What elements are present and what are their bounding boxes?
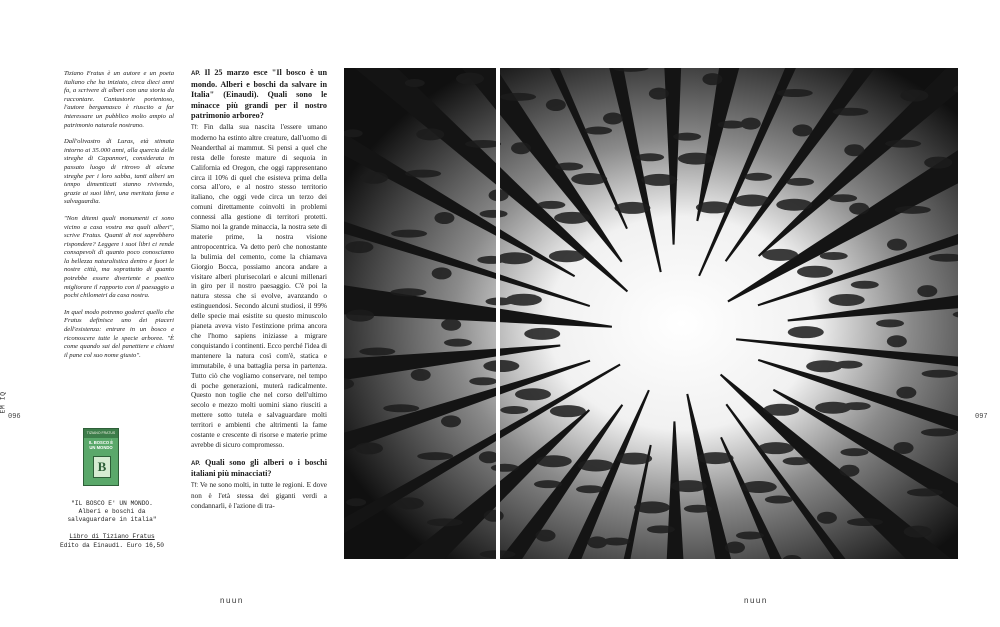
page-gutter	[496, 68, 500, 559]
foliage-cluster	[844, 144, 864, 156]
foliage-cluster	[549, 250, 585, 262]
foliage-cluster	[777, 89, 813, 97]
foliage-cluster	[416, 128, 444, 140]
foliage-cluster	[391, 230, 427, 238]
foliage-cluster	[734, 195, 770, 207]
foliage-cluster	[500, 93, 536, 101]
runner-label: EM IQ	[0, 391, 7, 414]
foliage-cluster	[497, 252, 533, 264]
foliage-cluster	[894, 442, 914, 454]
foliage-cluster	[907, 488, 943, 496]
answer-tag: Tf:	[191, 124, 198, 131]
intro-paragraph: Dall'olivastro di Luras, età stimata intorno ai 35.000 anni, alla quercia delle streghe di Capannori, considerata in passato luogo di ritrovo di alcune streghe per i loro sabba, tanti alberi un tempo dimenticati stanno rivivendo, grazie ai suoi libri, una meritata fama e salvaguardia.	[64, 138, 174, 206]
foliage-cluster	[698, 452, 734, 464]
foliage-cluster	[511, 142, 531, 154]
foliage-cluster	[345, 241, 373, 253]
foliage-cluster	[480, 210, 508, 218]
forest-canopy-photo	[344, 68, 958, 559]
foliage-cluster	[536, 530, 556, 542]
foliage-cluster	[383, 404, 419, 412]
foliage-cluster	[484, 510, 504, 522]
cover-title: IL BOSCO È UN MONDO	[88, 440, 114, 450]
foliage-cluster	[441, 415, 461, 427]
foliage-cluster	[432, 267, 452, 279]
foliage-cluster	[554, 212, 590, 224]
foliage-cluster	[887, 335, 907, 347]
foliage-cluster	[469, 377, 497, 385]
foliage-cluster	[832, 108, 868, 116]
intro-paragraph: "Non ditemi quali monumenti ci sono vicino a casa vostra ma quali alberi", scrive Fratus. Quanti di noi saprebbero rispondere? Leggere i suoi libri ci rende consapevoli di quanto poco conosciamo la bellezza naturalistica dentro e fuori le nostre città, ma soprattutto di quanto potrebbe essere divertente e poetico migliorare il rapporto con il paesaggio a pochi chilometri da casa nostra.	[64, 214, 174, 300]
foliage-cluster	[849, 203, 869, 215]
page-runner	[2, 385, 18, 435]
question	[191, 68, 327, 122]
foliage-cluster	[815, 402, 851, 414]
foliage-cluster	[360, 172, 388, 184]
foliage-cluster	[904, 526, 932, 538]
foliage-cluster	[671, 480, 707, 492]
book-caption	[57, 500, 167, 524]
foliage-cluster	[417, 452, 453, 460]
foliage-cluster	[355, 442, 383, 454]
foliage-cluster	[456, 73, 484, 85]
foliage-cluster	[702, 73, 722, 85]
foliage-cluster	[725, 542, 745, 554]
foliage-cluster	[524, 328, 560, 340]
question	[191, 458, 327, 480]
question-text: Quali sono gli alberi o i boschi italiani più minacciati?	[191, 457, 328, 479]
foliage-cluster	[537, 201, 565, 209]
foliage-cluster	[887, 239, 907, 251]
foliage-cluster	[396, 497, 424, 509]
foliage-cluster	[786, 178, 814, 186]
question-text: Il 25 marzo esce "Il bosco è un mondo. Alberi e boschi da salvare in Italia" (Einaudi). Quali sono le minacce più grandi per il nostro patrimonio arboreo?	[191, 68, 328, 121]
foliage-cluster	[783, 457, 811, 465]
foliage-cluster	[603, 112, 623, 124]
foliage-cluster	[678, 153, 714, 165]
foliage-cluster	[411, 369, 431, 381]
foliage-cluster	[741, 118, 761, 130]
foliage-cluster	[762, 249, 798, 261]
answer-tag: Tf:	[191, 483, 198, 490]
page-number-right: 097	[975, 413, 988, 421]
foliage-cluster	[641, 174, 677, 186]
cover-author: TIZIANO FRATUS	[84, 429, 118, 438]
answer	[191, 481, 327, 512]
foliage-cluster	[534, 480, 562, 488]
forest-canopy-illustration	[344, 68, 958, 559]
foliage-cluster	[434, 212, 454, 224]
foliage-cluster	[896, 387, 916, 399]
cover-emblem: B	[93, 456, 111, 478]
foliage-cluster	[427, 518, 463, 526]
foliage-cluster	[829, 194, 857, 202]
foliage-cluster	[900, 90, 928, 102]
foliage-cluster	[788, 326, 824, 338]
foliage-cluster	[924, 157, 952, 169]
foliage-cluster	[515, 388, 551, 400]
foliage-cluster	[636, 153, 664, 161]
answer	[191, 123, 327, 451]
foliage-cluster	[917, 285, 937, 297]
foliage-cluster	[483, 360, 519, 372]
caption-subtitle: Alberi e boschi da salvaguardare in italia"	[67, 508, 157, 523]
intro-paragraph: In quel modo potremo goderci quello che Fratus definisce uno dei piaceri dell'esistenza: entrare in un bosco e riconoscere tutte le specie arboree. "È come quando sai del panettiere e chiami il pane col suo nome giusto".	[64, 308, 174, 359]
foliage-cluster	[763, 404, 799, 416]
page-number-left: 096	[8, 413, 21, 421]
foliage-cluster	[500, 406, 528, 414]
foliage-cluster	[673, 133, 701, 141]
foliage-cluster	[584, 127, 612, 135]
book-link[interactable]: Libro di Tiziano Fratus	[69, 533, 155, 540]
foliage-cluster	[876, 319, 904, 327]
book-credit	[57, 533, 167, 550]
foliage-cluster	[851, 281, 879, 289]
intro-paragraph: Tiziano Fratus è un autore e un poeta italiano che ha iniziato, circa dieci anni fa, a scrivere di alberi con una storia da raccontare. Cantastorie portentoso, l'autore bergamasco è riuscito a far interessare un pubblico molto ampio al patrimonio naturale nostrano.	[64, 70, 174, 129]
foliage-cluster	[444, 339, 472, 347]
foliage-cluster	[441, 319, 461, 331]
foliage-cluster	[820, 252, 848, 260]
question-tag: AP.	[191, 460, 201, 467]
foliage-cluster	[614, 202, 650, 214]
foliage-cluster	[885, 140, 921, 148]
foliage-cluster	[758, 442, 794, 454]
foliage-cluster	[405, 170, 441, 178]
foliage-cluster	[576, 485, 604, 493]
answer-text: Fin dalla sua nascita l'essere umano moderno ha estinto altre creature, dall'uomo di Neanderthal ai mammut. Si pensi a quel che resta delle foreste mature di sequoia in California ed Oregon, che oggi rappresentano circa il 10% di quel che esisteva prima della corsa all'oro, e al nostro stesso territorio italiano, che oggi vede circa un terzo dei comuni direttamente coinvolti in problemi connessi alla gestione di territori protetti. Siamo noi la grande minaccia, la nostra sete di materie prime, la nostra visione antropocentrica. Va detto però che nonostante la bulimia del cemento, come la chiamava Giorgio Bocca, possiamo ancora andare a visitare alberi plurisecolari e alcuni millenari in giro per il nostro paesaggio. C'è poi la natura stessa che si evolve, avanzando o estinguendosi. Secondo alcuni studiosi, il 99% delle specie mai esistite su questo minuscolo pianeta aveva visto l'estinzione prima ancora che l'homo sapiens iniziasse a migrare conquistando i continenti. Ecco perché l'idea di mantenere la natura così com'è, statica e immutabile, è una battaglia persa in partenza. Tutto ciò che vogliamo conservare, nel tempo di poche generazioni, muterà radicalmente. Questo non toglie che nel corso dell'ultimo secolo e mezzo molti uomini siano riusciti a mettere sotto tutela e salvaguardare molti territori e ambienti che altrimenti la fame costante e crescente di risorse e materie prime avrebbe di sicuro compromesso.	[191, 122, 328, 449]
interview-column	[191, 68, 327, 512]
foliage-cluster	[797, 266, 833, 278]
magazine-logo-right: nuun	[744, 596, 768, 605]
foliage-cluster	[741, 481, 777, 493]
foliage-cluster	[536, 455, 572, 467]
foliage-cluster	[839, 465, 859, 477]
foliage-cluster	[346, 498, 366, 506]
foliage-cluster	[806, 360, 842, 372]
foliage-cluster	[792, 124, 812, 136]
foliage-cluster	[546, 99, 566, 111]
foliage-cluster	[829, 294, 865, 306]
foliage-cluster	[634, 501, 670, 513]
foliage-cluster	[895, 206, 931, 214]
intro-column	[64, 70, 174, 368]
foliage-cluster	[776, 199, 812, 211]
book-cover-image	[83, 428, 119, 486]
caption-title: "IL BOSCO E' UN MONDO.	[71, 500, 153, 507]
foliage-cluster	[390, 288, 426, 296]
foliage-cluster	[616, 453, 652, 465]
foliage-cluster	[346, 310, 374, 322]
question-tag: AP.	[191, 71, 201, 77]
book-publisher: Edito da Einaudi. Euro 16,50	[60, 541, 164, 549]
foliage-cluster	[765, 496, 793, 504]
answer-text: Ve ne sono molti, in tutte le regioni. E dove non è l'età stessa dei giganti verdi a condannarli, è l'azione di tra-	[191, 481, 327, 510]
magazine-logo-left: nuun	[220, 596, 244, 605]
foliage-cluster	[684, 505, 712, 513]
foliage-cluster	[744, 173, 772, 181]
foliage-cluster	[578, 459, 614, 471]
foliage-cluster	[817, 512, 837, 524]
foliage-cluster	[359, 348, 395, 356]
foliage-cluster	[555, 162, 583, 170]
foliage-cluster	[587, 536, 607, 548]
foliage-cluster	[921, 428, 957, 436]
foliage-cluster	[571, 173, 607, 185]
foliage-cluster	[550, 405, 586, 417]
foliage-cluster	[647, 525, 675, 533]
foliage-cluster	[736, 531, 764, 539]
foliage-cluster	[840, 448, 868, 456]
foliage-cluster	[922, 370, 958, 378]
foliage-cluster	[649, 88, 669, 100]
foliage-cluster	[506, 294, 542, 306]
foliage-cluster	[696, 201, 732, 213]
foliage-cluster	[405, 79, 425, 87]
foliage-cluster	[847, 518, 883, 526]
